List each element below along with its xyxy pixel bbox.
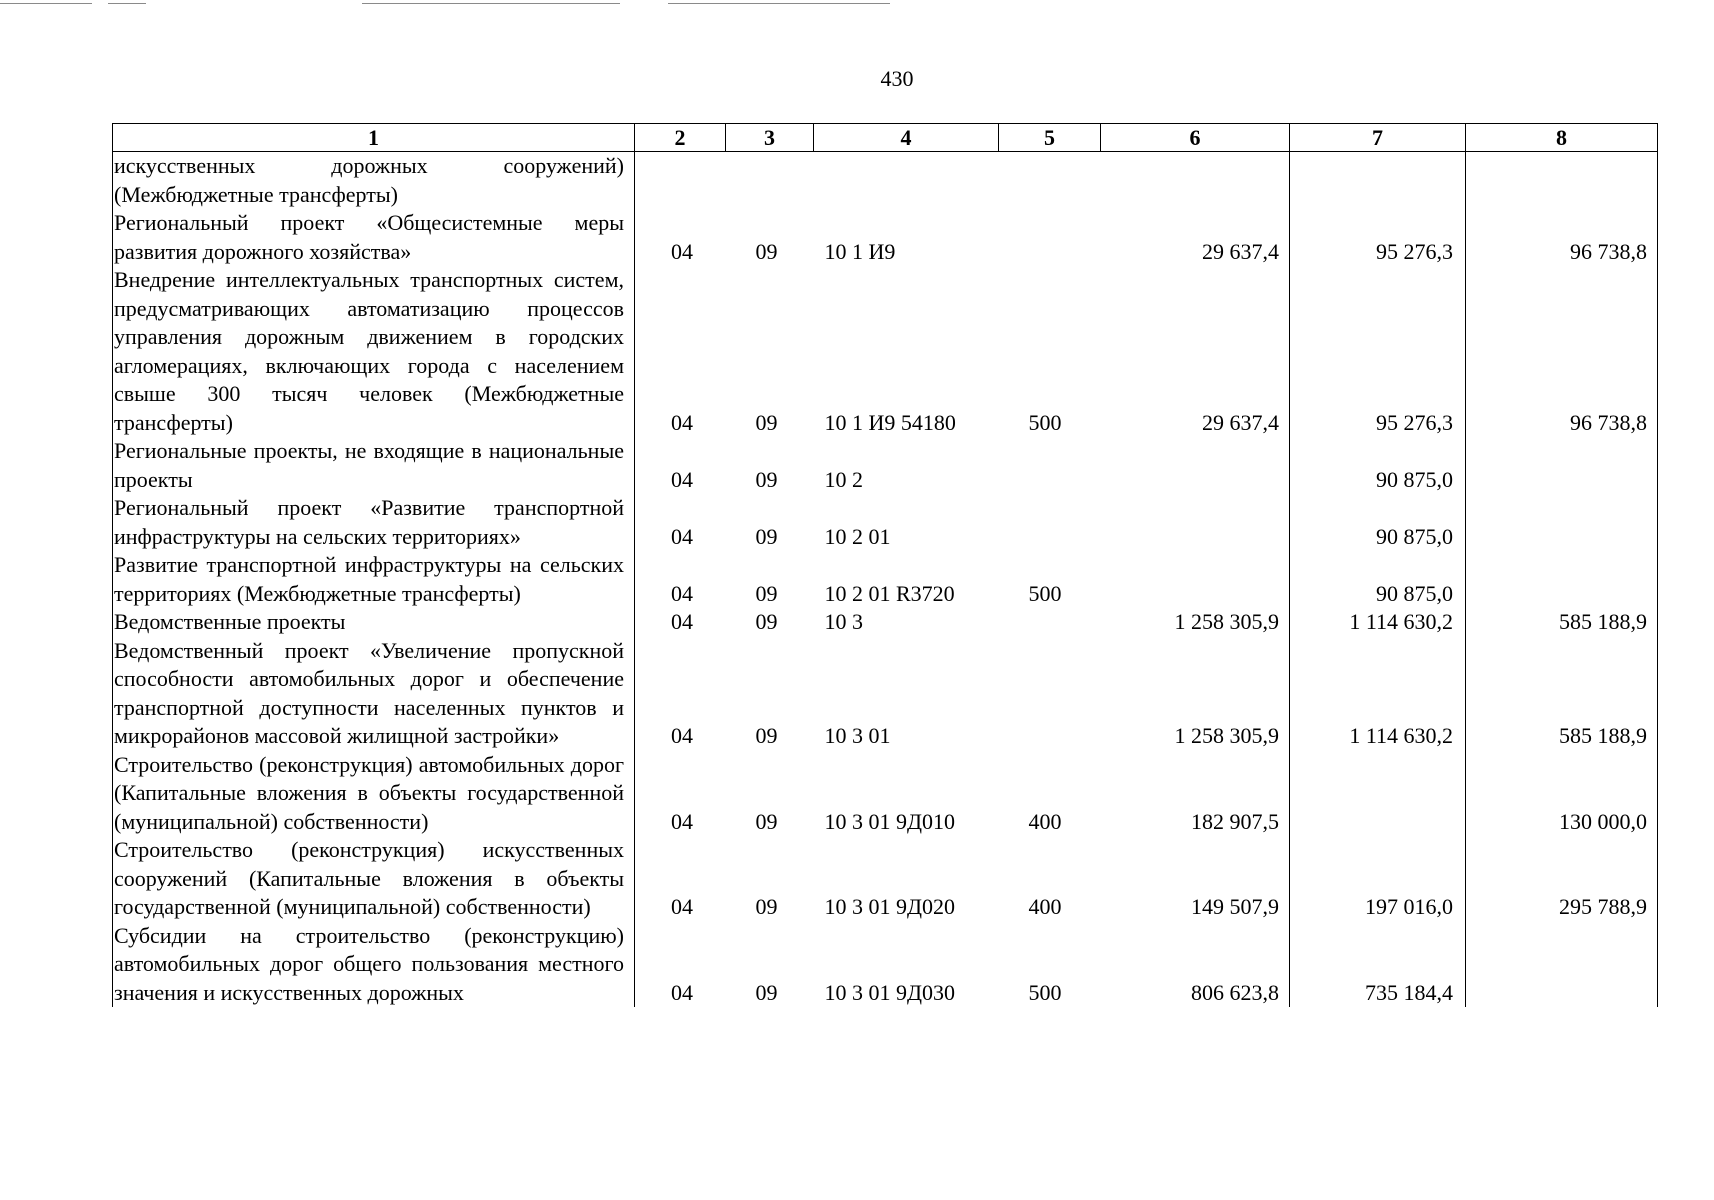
expense-type-cell (999, 209, 1101, 266)
amount-col6-cell (1101, 551, 1290, 608)
section-code-cell (635, 152, 726, 210)
table-row (113, 751, 1658, 837)
section-code-cell: 04 (671, 609, 693, 634)
row-name-cell (113, 751, 635, 837)
table-row (113, 437, 1658, 494)
table-body (113, 152, 1658, 1008)
expense-type-cell (999, 637, 1101, 751)
subsection-code-cell: 09 (755, 979, 778, 1005)
row-name-cell (113, 836, 635, 922)
subsection-code-cell (726, 152, 814, 210)
column-header: 5 (999, 124, 1101, 152)
row-name-cell (113, 922, 635, 1008)
table-row (113, 152, 1658, 210)
amount-col8-cell: 130 000,0 (1466, 751, 1658, 837)
expense-type-cell (999, 494, 1101, 551)
section-code-cell: 04 (671, 466, 693, 492)
subsection-code-cell: 09 (755, 580, 778, 606)
amount-col6-cell (1101, 437, 1290, 494)
target-article-cell: 10 3 01 9Д020 (824, 894, 956, 919)
target-article-cell: 10 3 (824, 609, 863, 634)
target-article-cell: 10 2 01 R3720 (824, 580, 955, 606)
expense-type-cell: 400 (1028, 808, 1062, 834)
amount-col6-cell: 182 907,5 (1101, 751, 1290, 837)
amount-col8-cell: 585 188,9 (1466, 608, 1658, 637)
row-name-cell (113, 494, 635, 551)
column-header: 3 (726, 124, 814, 152)
row-name-text: Строительство (реконструкция) автомобильных дорог (Капитальные вложения в объекты государственной (муниципальной) собственности) (114, 751, 624, 834)
top-scan-marks (0, 0, 1714, 6)
target-article-cell: 10 3 01 9Д030 (824, 979, 956, 1005)
section-code-cell: 04 (671, 723, 693, 748)
row-name-text: Ведомственный проект «Увеличение пропускной способности автомобильных дорог и обеспечение транспортной доступности населенных пунктов и микрорайонов массовой жилищной застройки» (114, 637, 624, 748)
section-code-cell: 04 (671, 523, 693, 549)
budget-table (112, 123, 1658, 1007)
amount-col6-cell: 29 637,4 (1101, 266, 1290, 437)
row-name-text: Внедрение интеллектуальных транспортных систем, предусматривающих автоматизацию процессов управления дорожным движением в городских агломерациях, включающих города с населением свыше 300 тысяч человек (Межбюджетные трансферты) (114, 267, 624, 435)
row-name-text: Субсидии на строительство (реконструкцию) автомобильных дорог общего пользования местного значения и искусственных дорожных (114, 922, 624, 1005)
amount-col7-cell: 1 114 630,2 (1290, 608, 1466, 637)
amount-col7-cell: 90 875,0 (1290, 437, 1466, 494)
amount-col6-cell: 149 507,9 (1101, 836, 1290, 922)
amount-col8-cell: 585 188,9 (1466, 637, 1658, 751)
row-name-text: Региональные проекты, не входящие в национальные проекты (114, 438, 624, 492)
table-row (113, 494, 1658, 551)
subsection-code-cell: 09 (755, 808, 778, 834)
table-row (113, 922, 1658, 1008)
column-header: 2 (635, 124, 726, 152)
column-header: 8 (1466, 124, 1658, 152)
row-name-text: искусственных дорожных сооружений) (Межбюджетные трансферты) (114, 153, 624, 207)
amount-col6-cell: 1 258 305,9 (1101, 637, 1290, 751)
amount-col8-cell (1466, 551, 1658, 608)
section-code-cell: 04 (671, 409, 693, 435)
section-code-cell: 04 (671, 580, 693, 606)
row-name-cell (113, 608, 635, 637)
subsection-code-cell: 09 (755, 409, 778, 435)
subsection-code-cell: 09 (755, 523, 778, 549)
column-header: 1 (113, 124, 635, 152)
section-code-cell: 04 (671, 808, 693, 834)
row-name-cell (113, 209, 635, 266)
target-article-cell: 10 2 01 (824, 523, 891, 549)
target-article-cell: 10 1 И9 (824, 238, 896, 264)
amount-col8-cell: 295 788,9 (1466, 836, 1658, 922)
section-code-cell: 04 (671, 894, 693, 919)
row-name-cell (113, 637, 635, 751)
target-article-cell: 10 3 01 (824, 723, 891, 748)
subsection-code-cell: 09 (755, 894, 778, 919)
subsection-code-cell: 09 (755, 238, 778, 264)
target-article-cell: 10 3 01 9Д010 (824, 808, 956, 834)
row-name-cell (113, 152, 635, 210)
amount-col7-cell: 197 016,0 (1290, 836, 1466, 922)
expense-type-cell (999, 608, 1101, 637)
amount-col8-cell (1466, 152, 1658, 210)
amount-col6-cell (1101, 152, 1290, 210)
row-name-text: Региональный проект «Развитие транспортной инфраструктуры на сельских территориях» (114, 495, 624, 549)
table-row (113, 551, 1658, 608)
amount-col7-cell: 90 875,0 (1290, 551, 1466, 608)
amount-col7-cell: 735 184,4 (1290, 922, 1466, 1008)
subsection-code-cell: 09 (755, 609, 778, 634)
amount-col8-cell: 96 738,8 (1466, 209, 1658, 266)
table-row (113, 209, 1658, 266)
amount-col7-cell: 90 875,0 (1290, 494, 1466, 551)
subsection-code-cell: 09 (755, 723, 778, 748)
row-name-cell (113, 551, 635, 608)
expense-type-cell: 400 (1028, 894, 1062, 919)
page-number: 430 (880, 66, 914, 91)
amount-col8-cell (1466, 437, 1658, 494)
amount-col8-cell (1466, 494, 1658, 551)
amount-col8-cell (1466, 922, 1658, 1008)
amount-col7-cell (1290, 152, 1466, 210)
row-name-text: Региональный проект «Общесистемные меры развития дорожного хозяйства» (114, 210, 624, 264)
expense-type-cell: 500 (1028, 979, 1062, 1005)
amount-col6-cell: 806 623,8 (1101, 922, 1290, 1008)
column-header: 7 (1290, 124, 1466, 152)
row-name-text: Ведомственные проекты (114, 609, 346, 634)
amount-col8-cell: 96 738,8 (1466, 266, 1658, 437)
table-header-row (113, 124, 1658, 152)
column-header: 4 (814, 124, 999, 152)
row-name-text: Развитие транспортной инфраструктуры на сельских территориях (Межбюджетные трансферты) (114, 552, 624, 606)
expense-type-cell (999, 152, 1101, 210)
row-name-text: Строительство (реконструкция) искусственных сооружений (Капитальные вложения в объекты государственной (муниципальной) собственности) (114, 837, 624, 919)
expense-type-cell: 500 (1028, 409, 1062, 435)
table-row (113, 266, 1658, 437)
expense-type-cell (999, 437, 1101, 494)
target-article-cell: 10 2 (824, 466, 863, 492)
column-header: 6 (1101, 124, 1290, 152)
expense-type-cell: 500 (1028, 580, 1062, 606)
target-article-cell: 10 1 И9 54180 (824, 409, 956, 435)
amount-col7-cell: 95 276,3 (1290, 209, 1466, 266)
amount-col7-cell: 95 276,3 (1290, 266, 1466, 437)
amount-col7-cell (1290, 751, 1466, 837)
row-name-cell (113, 437, 635, 494)
table-row (113, 608, 1658, 637)
amount-col6-cell: 29 637,4 (1101, 209, 1290, 266)
amount-col6-cell (1101, 494, 1290, 551)
target-article-cell (814, 152, 999, 210)
amount-col6-cell: 1 258 305,9 (1101, 608, 1290, 637)
section-code-cell: 04 (671, 238, 693, 264)
section-code-cell: 04 (671, 979, 693, 1005)
table-row (113, 637, 1658, 751)
subsection-code-cell: 09 (755, 466, 778, 492)
amount-col7-cell: 1 114 630,2 (1290, 637, 1466, 751)
table-row (113, 836, 1658, 922)
row-name-cell (113, 266, 635, 437)
